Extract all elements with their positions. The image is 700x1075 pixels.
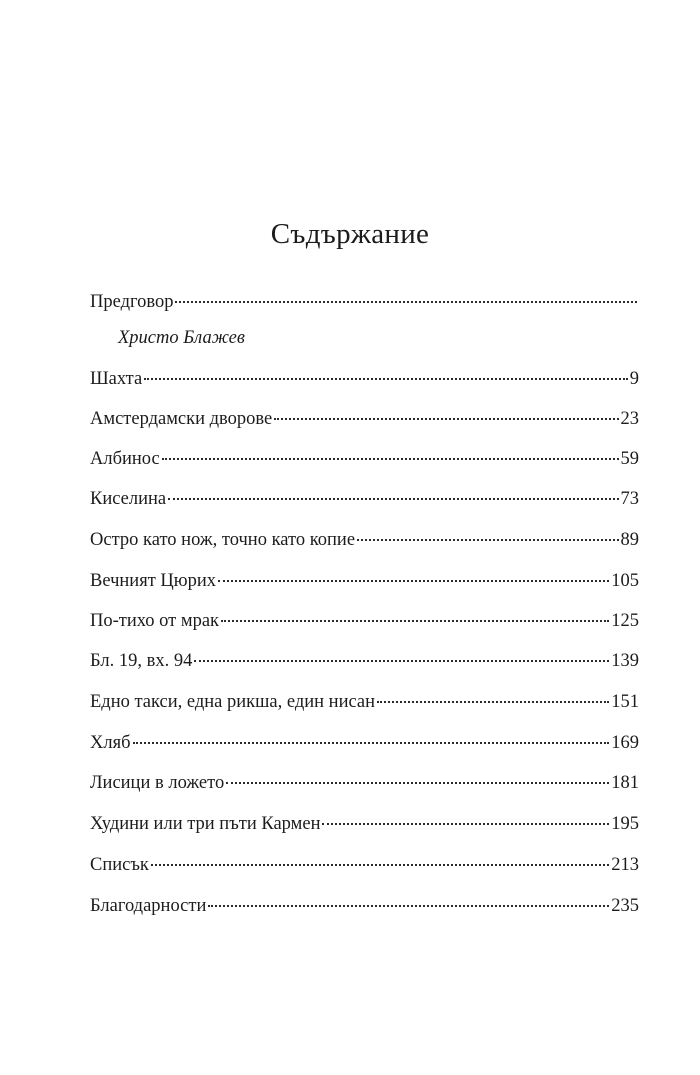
toc-entry-label: Хляб xyxy=(90,733,131,753)
toc-entry-label: Остро като нож, точно като копие xyxy=(90,530,356,550)
toc-entry-label: Бл. 19, вх. 94 xyxy=(90,651,193,671)
toc-entry-preface[interactable] xyxy=(90,290,639,314)
dot-leader xyxy=(162,458,619,460)
toc-entry-label: По-тихо от мрак xyxy=(90,611,220,631)
toc-entry-label: Лисици в ложето xyxy=(90,773,225,793)
toc-entry-page: 73 xyxy=(620,489,639,509)
dot-leader xyxy=(322,823,609,825)
dot-leader xyxy=(357,539,618,541)
page-title: Съдържание xyxy=(270,218,430,250)
toc-entry[interactable] xyxy=(90,812,639,836)
toc-entry[interactable] xyxy=(90,609,639,633)
dot-leader xyxy=(144,378,628,380)
toc-entry-page: 235 xyxy=(611,896,639,916)
toc-entry-page: 195 xyxy=(611,814,639,834)
toc-entry-page: 105 xyxy=(611,571,639,591)
dot-leader xyxy=(151,864,609,866)
dot-leader xyxy=(226,782,609,784)
toc-entry-page: 213 xyxy=(611,855,639,875)
toc-entry-label: Вечният Цюрих xyxy=(90,571,216,591)
dot-leader xyxy=(194,660,609,662)
toc-entry[interactable] xyxy=(90,407,639,431)
toc-entry-label: Албинос xyxy=(90,449,160,469)
toc-entry-label: Предговор xyxy=(90,292,174,312)
dot-leader xyxy=(175,301,637,303)
dot-leader xyxy=(208,905,609,907)
toc-entry-page: 151 xyxy=(611,692,639,712)
toc-entry-page: 139 xyxy=(611,651,639,671)
dot-leader xyxy=(218,580,609,582)
toc-entry-page: 23 xyxy=(620,409,639,429)
toc-entry[interactable] xyxy=(90,447,639,471)
toc-entry[interactable] xyxy=(90,894,639,918)
toc-entry[interactable] xyxy=(90,771,639,795)
dot-leader xyxy=(274,418,618,420)
toc-entry[interactable] xyxy=(90,731,639,755)
toc-entry-page: 125 xyxy=(611,611,639,631)
toc-entry[interactable] xyxy=(90,528,639,552)
dot-leader xyxy=(377,701,609,703)
toc-entry-label: Амстердамски дворове xyxy=(90,409,273,429)
toc-entry-label: Шахта xyxy=(90,369,143,389)
toc-entry[interactable] xyxy=(90,649,639,673)
toc-entry-page: 89 xyxy=(620,530,639,550)
toc-entry[interactable] xyxy=(90,569,639,593)
toc-entry-label: Благодарности xyxy=(90,896,207,916)
dot-leader xyxy=(168,498,618,500)
toc-entry[interactable] xyxy=(90,690,639,714)
preface-author: Христо Блажев xyxy=(118,328,245,348)
toc-entry-page: 59 xyxy=(620,449,639,469)
toc-entry-page: 9 xyxy=(629,369,639,389)
toc-entry-page: 181 xyxy=(611,773,639,793)
dot-leader xyxy=(133,742,610,744)
toc-entry[interactable] xyxy=(90,487,639,511)
dot-leader xyxy=(221,620,609,622)
toc-entry-label: Списък xyxy=(90,855,149,875)
toc-entry-label: Худини или три пъти Кармен xyxy=(90,814,321,834)
toc-entry-page: 169 xyxy=(611,733,639,753)
toc-entry-label: Киселина xyxy=(90,489,167,509)
toc-entry-label: Едно такси, една рикша, един нисан xyxy=(90,692,376,712)
toc-entry[interactable] xyxy=(90,853,639,877)
toc-entry[interactable] xyxy=(90,367,639,391)
